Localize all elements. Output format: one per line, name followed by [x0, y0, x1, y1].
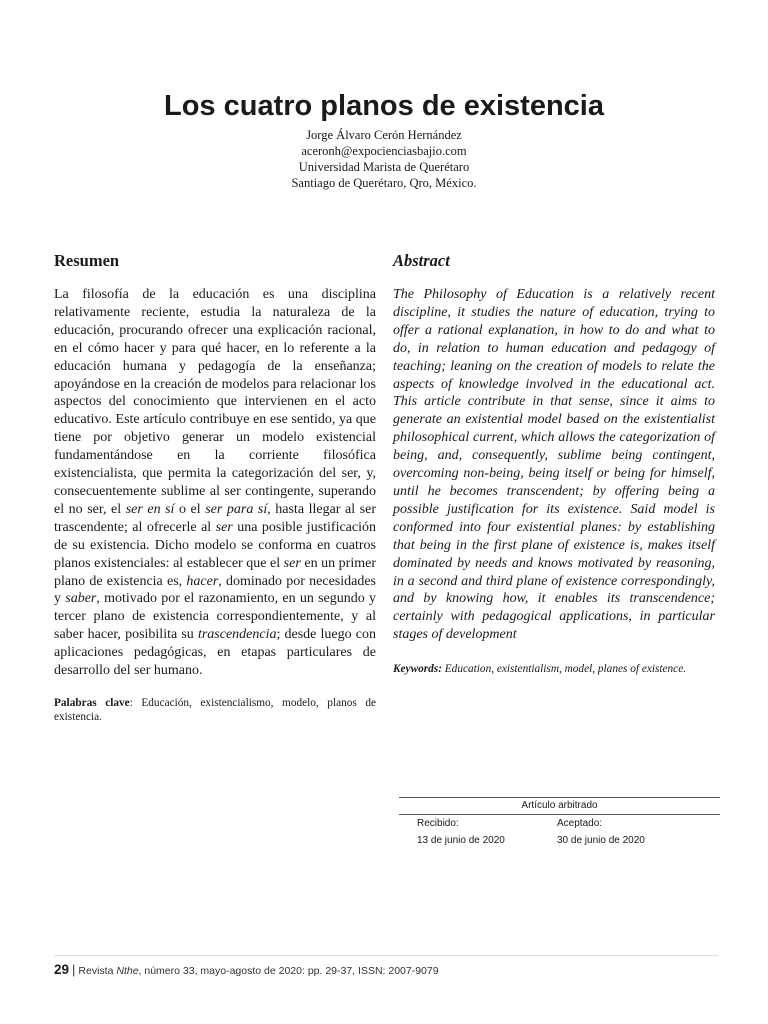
author-affiliation: Universidad Marista de Querétaro [298, 160, 470, 174]
received-label: Recibido: [417, 818, 459, 829]
arbitration-dates-row [399, 832, 720, 849]
page-number: 29 [54, 962, 70, 977]
accepted-date: 30 de junio de 2020 [557, 835, 645, 846]
palabras-clave-label: Palabras clave [54, 696, 130, 709]
resumen-heading: Resumen [54, 251, 120, 270]
arbitration-labels-row [399, 815, 720, 832]
keywords-label: Keywords: [393, 663, 442, 676]
journal-citation: , número 33, mayo-agosto de 2020: pp. 29-37, ISSN: 2007-9079 [138, 965, 439, 977]
author-name: Jorge Álvaro Cerón Hernández [306, 128, 462, 142]
footer-separator: | [72, 962, 76, 977]
author-block [0, 127, 768, 191]
abstract-heading: Abstract [393, 251, 450, 270]
keywords [393, 662, 715, 677]
palabras-clave [54, 696, 376, 725]
abstract-column [393, 250, 715, 677]
journal-prefix: Revista [78, 965, 117, 977]
abstract-text: The Philosophy of Education is a relatively recent discipline, it studies the nature of education, trying to offer a rational explanation, in how to do and what to do, in relation to human education and pedagogy of teaching; leaning on the creation of models to relate the aspects of knowledge involved in the educational act. This article contribute in that sense, since it aims to generate an existential model based on the existentialist philosophical current, which allows the categorization of being, and, consequently, sublime being contingent, overcoming non-being, being itself or being for himself, until he becomes transcendent; by offering being a possible justification for its existence. Said model is conformed into four existential planes: by establishing that being in the first plane of existence is, makes itself dominated by needs and knows motivated by reasoning, in a second and third plane of existence correspondingly, and by knowing how, it enables its transcendence; certainly with pedagogical applications, in particular stages of development [393, 287, 715, 643]
received-date: 13 de junio de 2020 [417, 835, 505, 846]
keywords-text: Education, existentialism, model, planes of existence. [441, 663, 687, 676]
palabras-clave-text: : Educación, existencialismo, modelo, planos de existencia. [54, 696, 376, 724]
arbitration-title: Artículo arbitrado [521, 800, 598, 811]
author-location: Santiago de Querétaro, Qro, México. [291, 176, 477, 190]
page-footer [54, 955, 718, 977]
resumen-column [54, 250, 376, 725]
arbitration-box [399, 797, 720, 849]
journal-name: Nthe [116, 965, 139, 977]
author-email[interactable]: aceronh@expocienciasbajio.com [301, 144, 467, 158]
accepted-label: Aceptado: [557, 818, 603, 829]
article-title: Los cuatro planos de existencia [164, 90, 604, 122]
resumen-text: La filosofía de la educación es una disciplina relativamente reciente, estudia la naturaleza de la educación, procurando ofrecer una explicación racional, en el cómo hacer y para qué hacer, en lo referente a la educación humana y pedagogía de la enseñanza; apoyándose en la creación de modelos para relacionar los aspectos del conocimiento que intervienen en el acto educativo. Este artículo contribuye en ese sentido, ya que tiene por objetivo generar un modelo existencial fundamentándose en la corriente filosófica existencialista, que permita la categorización del ser, y, consecuentemente sublime al ser contingente, superando el no ser, el ser en sí o el ser para sí, hasta llegar al ser trascendente; al ofrecerle al ser una posible justificación de su existencia. Dicho modelo se conforma en cuatros planos existenciales: al establecer que el ser en un primer plano de existencia es, hacer, dominado por necesidades y saber, motivado por el razonamiento, en un segundo y tercer plano de existencia correspondientemente, y al saber hacer, posibilita su trascendencia; desde luego con aplicaciones pedagógicas, en etapas particulares de desarrollo del ser humano. [54, 287, 377, 679]
